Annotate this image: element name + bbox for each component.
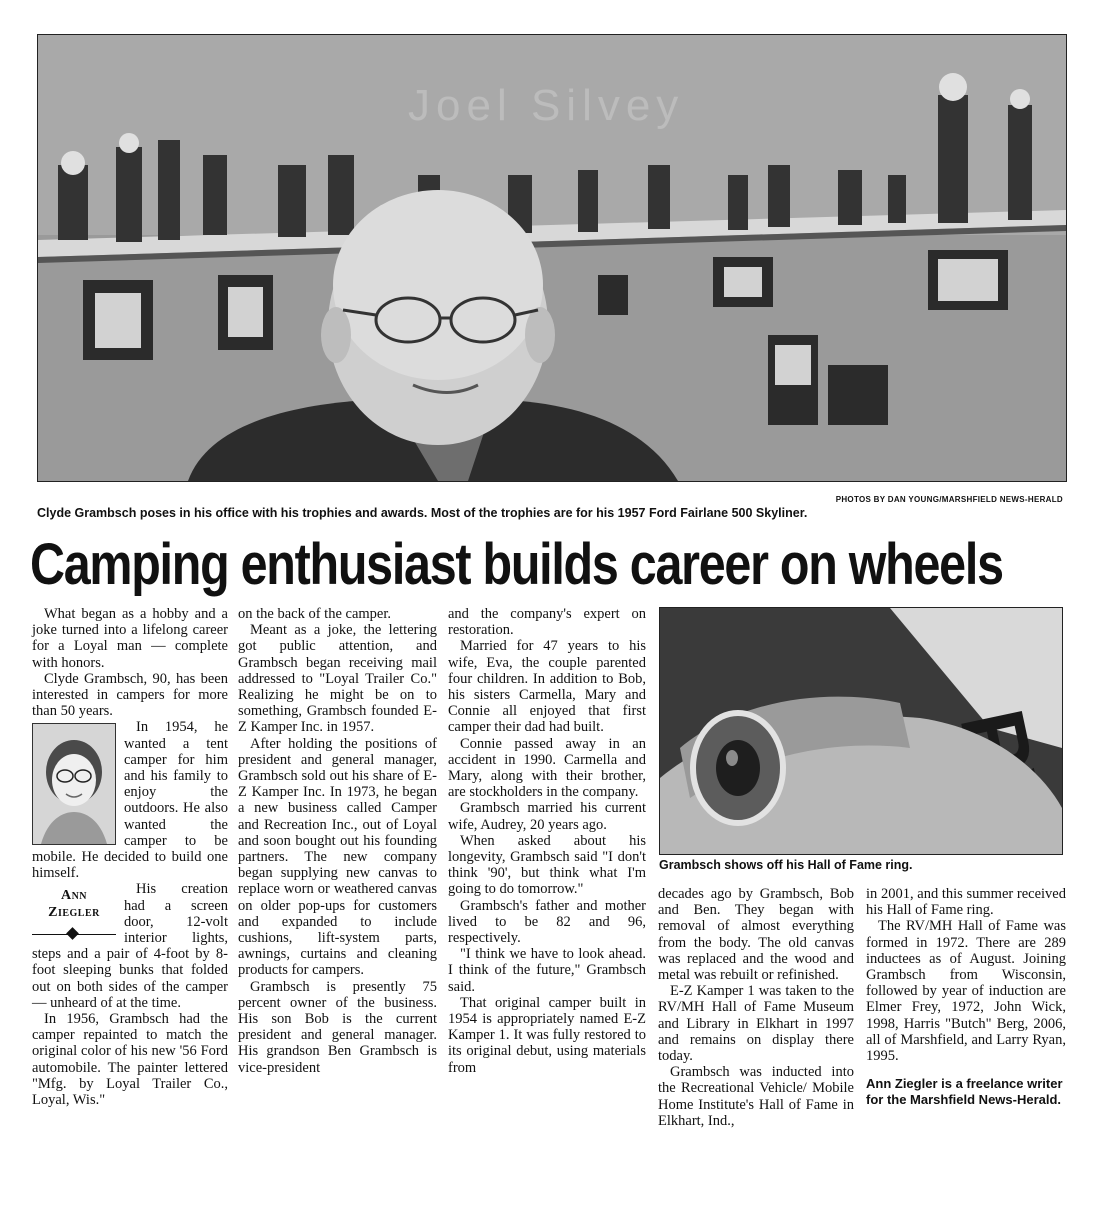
article-column-2 bbox=[238, 606, 437, 1076]
paragraph: That original camper built in 1954 is appropriately named E-Z Kamper 1. It was fully restored to its original debut, using materials from bbox=[448, 994, 646, 1076]
photo-credit: PHOTOS BY DAN YOUNG/MARSHFIELD NEWS-HERALD bbox=[835, 495, 1063, 504]
paragraph: Grambsch's father and mother lived to be 82 and 96, respectively. bbox=[448, 897, 646, 947]
article-column-3 bbox=[448, 606, 646, 1076]
paragraph: Grambsch married his current wife, Audrey, 20 years ago. bbox=[448, 800, 646, 833]
paragraph: In 1956, Grambsch had the camper repainted to match the original color of his new '56 Ford automobile. The painter lettered "Mfg. by Loyal Trailer Co., Loyal, Wis." bbox=[32, 1011, 228, 1109]
paragraph: Grambsch is presently 75 percent owner of the business. His son Bob is the current president and general manager. His grandson Ben Grambsch is vice-president bbox=[238, 978, 437, 1076]
paragraph: When asked about his longevity, Grambsch said "I don't think '90', but think what I'm going to do tomorrow." bbox=[448, 832, 646, 898]
paragraph: Connie passed away in an accident in 1990. Carmella and Mary, along with their brother, are stockholders in the company. bbox=[448, 735, 646, 801]
paragraph: His creation had a screen door, 12-volt interior lights, steps and a pair of 4-foot by 8-foot sleeping bunks that folded out on both sides of the camper — unheard of at the time. bbox=[32, 881, 228, 1011]
paragraph: Clyde Grambsch, 90, has been interested in campers for more than 50 years. bbox=[32, 670, 228, 720]
author-photo bbox=[32, 723, 116, 845]
paragraph: on the back of the camper. bbox=[238, 606, 391, 622]
article-column-4 bbox=[658, 886, 854, 1129]
main-photo-caption: Clyde Grambsch poses in his office with his trophies and awards. Most of the trophies are for his 1957 Ford Fairlane 500 Skyliner. bbox=[37, 506, 808, 520]
author-byline bbox=[32, 887, 116, 941]
author-first-name: Ann bbox=[60, 888, 88, 904]
main-photo bbox=[37, 34, 1067, 482]
paragraph: in 2001, and this summer received his Hall of Fame ring. bbox=[866, 886, 1066, 919]
ring-photo bbox=[659, 607, 1063, 855]
diamond-divider-icon bbox=[32, 927, 116, 941]
paragraph: "I think we have to look ahead. I think of the future," Grambsch said. bbox=[448, 946, 646, 995]
paragraph: Married for 47 years to his wife, Eva, the couple parented four children. In addition to Bob, his sisters Carmella, Mary and Connie all enjoyed that first camper their dad had built. bbox=[448, 638, 646, 736]
paragraph: The RV/MH Hall of Fame was formed in 1972. There are 289 inductees as of August. Joining Grambsch from Wisconsin, followed by year of induction are Elmer Frey, 1972, John Wick, 1998, Harris "Butch" Berg, 2006, all of Marshfield, and Larry Ryan, 1995. bbox=[866, 918, 1066, 1065]
ring-photo-caption: Grambsch shows off his Hall of Fame ring. bbox=[659, 858, 913, 872]
paragraph: What began as a hobby and a joke turned into a lifelong career for a Loyal man — complete with honors. bbox=[32, 606, 228, 671]
paragraph: E-Z Kamper 1 was taken to the RV/MH Hall of Fame Museum and Library in Elkhart in 1997 and remains on display there today. bbox=[658, 983, 854, 1065]
author-last-name: Ziegler bbox=[48, 905, 100, 921]
office-trophies-image bbox=[38, 35, 1066, 481]
article-column-5 bbox=[866, 886, 1066, 1107]
paragraph: and the company's expert on restoration. bbox=[448, 606, 646, 639]
author-tagline: Ann Ziegler is a freelance writer for the Marshfield News-Herald. bbox=[866, 1076, 1063, 1107]
paragraph: decades ago by Grambsch, Bob and Ben. They began with removal of almost everything from the body. The old canvas was replaced and the wood and metal was rebuilt or refinished. bbox=[658, 886, 854, 984]
paragraph: In 1954, he wanted a tent camper for him and his family to enjoy the outdoors. He also wanted the camper to be mobile. He decided to build one himself. bbox=[32, 719, 228, 882]
headline: Camping enthusiast builds career on wheels bbox=[30, 532, 1003, 597]
paragraph: After holding the positions of president and general manager, Grambsch sold out his share of E-Z Kamper Inc. In 1973, he began a new business called Camper and Recreation Inc., out of Loyal and soon bought out his founding partners. The new company began supplying new canvas to replace worn or weathered canvas on older pop-ups for customers and expanded to include cushions, lift-system parts, awnings, curtains and cleaning products for campers. bbox=[238, 735, 437, 979]
paragraph: Meant as a joke, the lettering got public attention, and Grambsch began receiving mail addressed to "Loyal Trailer Co." Realizing he might be on to something, Grambsch founded E-Z Kamper Inc. in 1957. bbox=[238, 622, 437, 736]
article-column-1 bbox=[32, 606, 228, 1108]
paragraph: Grambsch was inducted into the Recreational Vehicle/ Mobile Home Institute's Hall of Fame in Elkhart, Ind., bbox=[658, 1064, 854, 1129]
photo-watermark: Joel Silvey bbox=[408, 81, 685, 130]
hall-of-fame-ring-image bbox=[660, 608, 1062, 854]
author-portrait-image bbox=[33, 724, 115, 844]
